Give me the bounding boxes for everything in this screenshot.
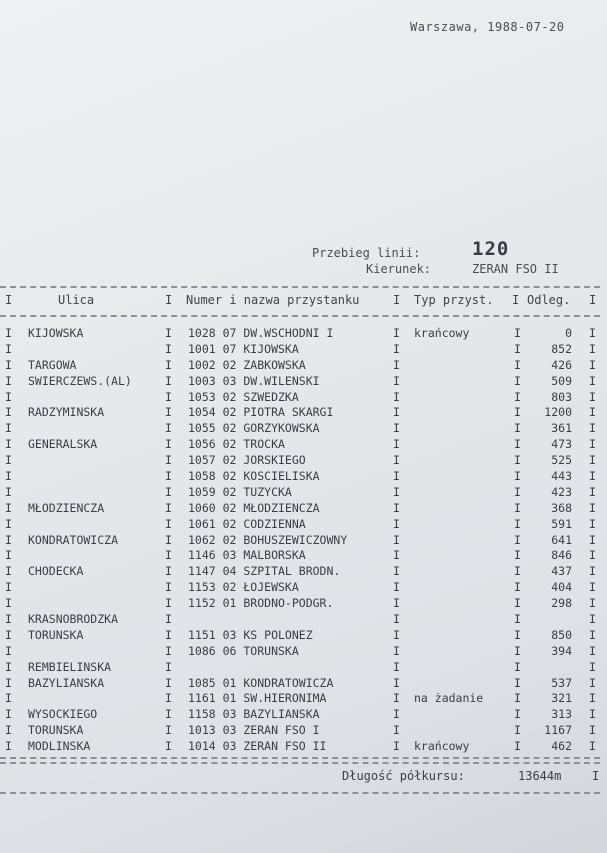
row-sep: I (5, 389, 12, 404)
row-sep: I (5, 627, 12, 642)
stop-cell: 1062 02 BOHUSZEWICZOWNY (188, 532, 348, 547)
table-row (0, 517, 607, 533)
table-row (0, 691, 607, 707)
row-sep: I (5, 453, 12, 468)
row-sep: I (5, 357, 12, 372)
street-cell: KRASNOBRODZKA (28, 612, 119, 627)
row-sep: I (5, 612, 12, 627)
row-sep: I (589, 341, 596, 356)
row-sep: I (165, 691, 172, 706)
half-course-length-label: Długość półkursu: (342, 769, 465, 783)
row-sep: I (5, 580, 12, 595)
row-sep: I (393, 691, 400, 706)
row-sep: I (5, 373, 12, 388)
stop-cell: 1147 04 SZPITAL BRODN. (188, 564, 341, 579)
table-row (0, 628, 607, 644)
row-sep: I (5, 421, 12, 436)
distance-cell: 443 (551, 469, 572, 484)
distance-cell: 462 (551, 739, 572, 754)
row-sep: I (5, 659, 12, 674)
row-sep: I (165, 596, 172, 611)
row-sep: I (5, 516, 12, 531)
row-sep: I (514, 421, 521, 436)
header-street: Ulica (58, 293, 95, 307)
row-sep: I (514, 405, 521, 420)
row-sep: I (589, 373, 596, 388)
row-sep: I (393, 675, 400, 690)
table-row (0, 437, 607, 453)
stop-cell: 1161 01 SW.HIERONIMA (188, 691, 327, 706)
row-sep: I (165, 326, 172, 340)
distance-cell: 368 (551, 500, 572, 515)
row-sep: I (5, 500, 12, 515)
row-sep: I (5, 326, 12, 340)
row-sep: I (589, 612, 596, 627)
row-sep: I (589, 326, 596, 340)
row-sep: I (514, 739, 521, 754)
header-sep: I (589, 293, 597, 307)
distance-cell: 404 (551, 580, 572, 595)
row-sep: I (393, 484, 400, 499)
row-sep: I (393, 723, 400, 738)
row-sep: I (589, 627, 596, 642)
row-sep: I (393, 707, 400, 722)
distance-cell: 437 (551, 564, 572, 579)
stops-table (0, 326, 607, 755)
street-cell: MŁODZIENCZA (28, 500, 105, 515)
stop-cell: 1055 02 GORZYKOWSKA (188, 421, 320, 436)
stop-type-cell: na żadanie (414, 691, 484, 706)
row-sep: I (514, 453, 521, 468)
row-sep: I (514, 500, 521, 515)
stop-cell: 1002 02 ZABKOWSKA (188, 357, 306, 372)
row-sep: I (589, 596, 596, 611)
row-sep: I (5, 596, 12, 611)
row-sep: I (514, 484, 521, 499)
table-row (0, 501, 607, 517)
row-sep: I (165, 643, 172, 658)
table-row (0, 374, 607, 390)
row-sep: I (514, 659, 521, 674)
row-sep: I (165, 341, 172, 356)
distance-cell: 426 (551, 357, 572, 372)
header-top-rule (0, 286, 600, 288)
distance-cell: 509 (551, 373, 572, 388)
table-row (0, 596, 607, 612)
row-sep: I (165, 453, 172, 468)
row-sep: I (393, 580, 400, 595)
table-row (0, 533, 607, 549)
row-sep: I (5, 341, 12, 356)
street-cell: TORUNSKA (28, 627, 84, 642)
table-row (0, 421, 607, 437)
distance-cell: 591 (551, 516, 572, 531)
row-sep: I (393, 453, 400, 468)
table-row (0, 644, 607, 660)
row-sep: I (589, 564, 596, 579)
row-sep: I (165, 357, 172, 372)
route-label: Przebieg linii: (312, 246, 421, 260)
stop-cell: 1056 02 TROCKA (188, 437, 285, 452)
table-row (0, 564, 607, 580)
row-sep: I (393, 532, 400, 547)
row-sep: I (165, 516, 172, 531)
table-row (0, 390, 607, 406)
row-sep: I (514, 627, 521, 642)
stop-cell: 1059 02 TUZYCKA (188, 484, 292, 499)
row-sep: I (5, 739, 12, 754)
row-sep: I (165, 739, 172, 754)
table-row (0, 723, 607, 739)
row-sep: I (514, 596, 521, 611)
street-cell: WYSOCKIEGO (28, 707, 98, 722)
row-sep: I (165, 484, 172, 499)
row-sep: I (393, 405, 400, 420)
street-cell: BAZYLIANSKA (28, 675, 105, 690)
direction-value: ZERAN FSO II (472, 262, 559, 276)
row-sep: I (514, 532, 521, 547)
stop-cell: 1054 02 PIOTRA SKARGI (188, 405, 334, 420)
stop-cell: 1003 03 DW.WILENSKI (188, 373, 320, 388)
row-sep: I (514, 357, 521, 372)
table-row (0, 342, 607, 358)
row-sep: I (5, 548, 12, 563)
row-sep: I (5, 723, 12, 738)
distance-cell: 298 (551, 596, 572, 611)
table-row (0, 707, 607, 723)
distance-cell: 394 (551, 643, 572, 658)
table-row (0, 548, 607, 564)
header-stop: Numer i nazwa przystanku (186, 293, 360, 307)
half-course-length-value: 13644m (518, 769, 562, 783)
row-sep: I (514, 469, 521, 484)
row-sep: I (589, 453, 596, 468)
distance-cell: 0 (565, 326, 572, 340)
row-sep: I (589, 357, 596, 372)
row-sep: I (514, 548, 521, 563)
table-row (0, 469, 607, 485)
row-sep: I (393, 516, 400, 531)
row-sep: I (5, 405, 12, 420)
row-sep: I (589, 580, 596, 595)
header-bottom-rule (0, 315, 600, 317)
distance-cell: 321 (551, 691, 572, 706)
stop-cell: 1058 02 KOSCIELISKA (188, 469, 320, 484)
footer-sep: I (592, 769, 600, 783)
row-sep: I (165, 627, 172, 642)
row-sep: I (5, 532, 12, 547)
row-sep: I (165, 548, 172, 563)
row-sep: I (393, 564, 400, 579)
stop-cell: 1001 07 KIJOWSKA (188, 341, 299, 356)
row-sep: I (514, 707, 521, 722)
row-sep: I (5, 484, 12, 499)
header-sep: I (512, 293, 520, 307)
table-row (0, 739, 607, 755)
street-cell: MODLINSKA (28, 739, 91, 754)
row-sep: I (589, 469, 596, 484)
row-sep: I (165, 659, 172, 674)
distance-cell: 1167 (544, 723, 572, 738)
row-sep: I (514, 675, 521, 690)
row-sep: I (393, 643, 400, 658)
row-sep: I (393, 437, 400, 452)
stop-cell: 1085 01 KONDRATOWICZA (188, 675, 334, 690)
stop-cell: 1013 03 ZERAN FSO I (188, 723, 320, 738)
table-row (0, 358, 607, 374)
row-sep: I (165, 437, 172, 452)
footer-top-rule-2 (0, 762, 600, 764)
row-sep: I (514, 691, 521, 706)
row-sep: I (393, 326, 400, 340)
street-cell: SWIERCZEWS.(AL) (28, 373, 132, 388)
distance-cell: 803 (551, 389, 572, 404)
distance-cell: 423 (551, 484, 572, 499)
row-sep: I (165, 723, 172, 738)
row-sep: I (589, 389, 596, 404)
row-sep: I (393, 357, 400, 372)
row-sep: I (514, 326, 521, 340)
row-sep: I (393, 612, 400, 627)
header-sep: I (5, 293, 13, 307)
row-sep: I (393, 469, 400, 484)
row-sep: I (514, 389, 521, 404)
footer-bottom-rule (0, 792, 600, 794)
row-sep: I (589, 548, 596, 563)
distance-cell: 846 (551, 548, 572, 563)
stop-type-cell: krańcowy (414, 326, 470, 340)
row-sep: I (165, 675, 172, 690)
row-sep: I (393, 421, 400, 436)
street-cell: TARGOWA (28, 357, 77, 372)
header-sep: I (393, 293, 401, 307)
distance-cell: 473 (551, 437, 572, 452)
row-sep: I (589, 707, 596, 722)
row-sep: I (589, 739, 596, 754)
header-distance: Odleg. (527, 293, 571, 307)
table-row (0, 676, 607, 692)
row-sep: I (514, 564, 521, 579)
row-sep: I (165, 580, 172, 595)
row-sep: I (393, 739, 400, 754)
distance-cell: 1200 (544, 405, 572, 420)
row-sep: I (589, 723, 596, 738)
street-cell: TORUNSKA (28, 723, 84, 738)
row-sep: I (589, 691, 596, 706)
row-sep: I (589, 500, 596, 515)
street-cell: RADZYMINSKA (28, 405, 105, 420)
distance-cell: 641 (551, 532, 572, 547)
street-cell: KONDRATOWICZA (28, 532, 119, 547)
distance-cell: 361 (551, 421, 572, 436)
route-number: 120 (472, 238, 510, 260)
row-sep: I (165, 564, 172, 579)
document-date: Warszawa, 1988-07-20 (410, 20, 565, 34)
row-sep: I (5, 564, 12, 579)
row-sep: I (589, 643, 596, 658)
stop-cell: 1158 03 BAZYLIANSKA (188, 707, 320, 722)
row-sep: I (165, 500, 172, 515)
distance-cell: 537 (551, 675, 572, 690)
stop-cell: 1014 03 ZERAN FSO II (188, 739, 327, 754)
table-row (0, 405, 607, 421)
row-sep: I (5, 691, 12, 706)
row-sep: I (165, 373, 172, 388)
row-sep: I (514, 580, 521, 595)
row-sep: I (393, 500, 400, 515)
row-sep: I (589, 405, 596, 420)
header-type: Typ przyst. (414, 293, 494, 307)
row-sep: I (589, 484, 596, 499)
table-row (0, 660, 607, 676)
stop-cell: 1146 03 MALBORSKA (188, 548, 306, 563)
row-sep: I (514, 373, 521, 388)
row-sep: I (165, 469, 172, 484)
row-sep: I (589, 437, 596, 452)
stop-cell: 1086 06 TORUNSKA (188, 643, 299, 658)
row-sep: I (165, 405, 172, 420)
row-sep: I (393, 373, 400, 388)
table-row (0, 326, 607, 342)
row-sep: I (165, 532, 172, 547)
row-sep: I (514, 341, 521, 356)
table-row (0, 485, 607, 501)
row-sep: I (165, 707, 172, 722)
row-sep: I (165, 389, 172, 404)
table-row (0, 453, 607, 469)
stop-cell: 1053 02 SZWEDZKA (188, 389, 299, 404)
row-sep: I (5, 643, 12, 658)
table-row (0, 612, 607, 628)
footer-top-rule (0, 757, 600, 759)
stop-cell: 1151 03 KS POLONEZ (188, 627, 313, 642)
row-sep: I (514, 612, 521, 627)
row-sep: I (589, 421, 596, 436)
stop-cell: 1028 07 DW.WSCHODNI I (188, 326, 334, 340)
row-sep: I (393, 548, 400, 563)
row-sep: I (393, 389, 400, 404)
street-cell: REMBIELINSKA (28, 659, 112, 674)
table-row (0, 580, 607, 596)
row-sep: I (514, 643, 521, 658)
distance-cell: 313 (551, 707, 572, 722)
row-sep: I (514, 437, 521, 452)
street-cell: KIJOWSKA (28, 326, 84, 340)
row-sep: I (393, 627, 400, 642)
street-cell: CHODECKA (28, 564, 84, 579)
stop-type-cell: krańcowy (414, 739, 470, 754)
row-sep: I (589, 516, 596, 531)
row-sep: I (5, 469, 12, 484)
header-sep: I (165, 293, 173, 307)
stop-cell: 1061 02 CODZIENNA (188, 516, 306, 531)
stop-cell: 1153 02 ŁOJEWSKA (188, 580, 299, 595)
stop-cell: 1060 02 MŁODZIENCZA (188, 500, 320, 515)
row-sep: I (589, 659, 596, 674)
row-sep: I (393, 341, 400, 356)
row-sep: I (589, 532, 596, 547)
stop-cell: 1057 02 JORSKIEGO (188, 453, 306, 468)
row-sep: I (165, 612, 172, 627)
row-sep: I (393, 596, 400, 611)
row-sep: I (393, 659, 400, 674)
distance-cell: 850 (551, 627, 572, 642)
direction-label: Kierunek: (366, 262, 432, 276)
row-sep: I (5, 675, 12, 690)
street-cell: GENERALSKA (28, 437, 98, 452)
row-sep: I (165, 421, 172, 436)
stop-cell: 1152 01 BRODNO-PODGR. (188, 596, 334, 611)
row-sep: I (5, 437, 12, 452)
row-sep: I (514, 516, 521, 531)
row-sep: I (514, 723, 521, 738)
distance-cell: 852 (551, 341, 572, 356)
distance-cell: 525 (551, 453, 572, 468)
row-sep: I (589, 675, 596, 690)
row-sep: I (5, 707, 12, 722)
